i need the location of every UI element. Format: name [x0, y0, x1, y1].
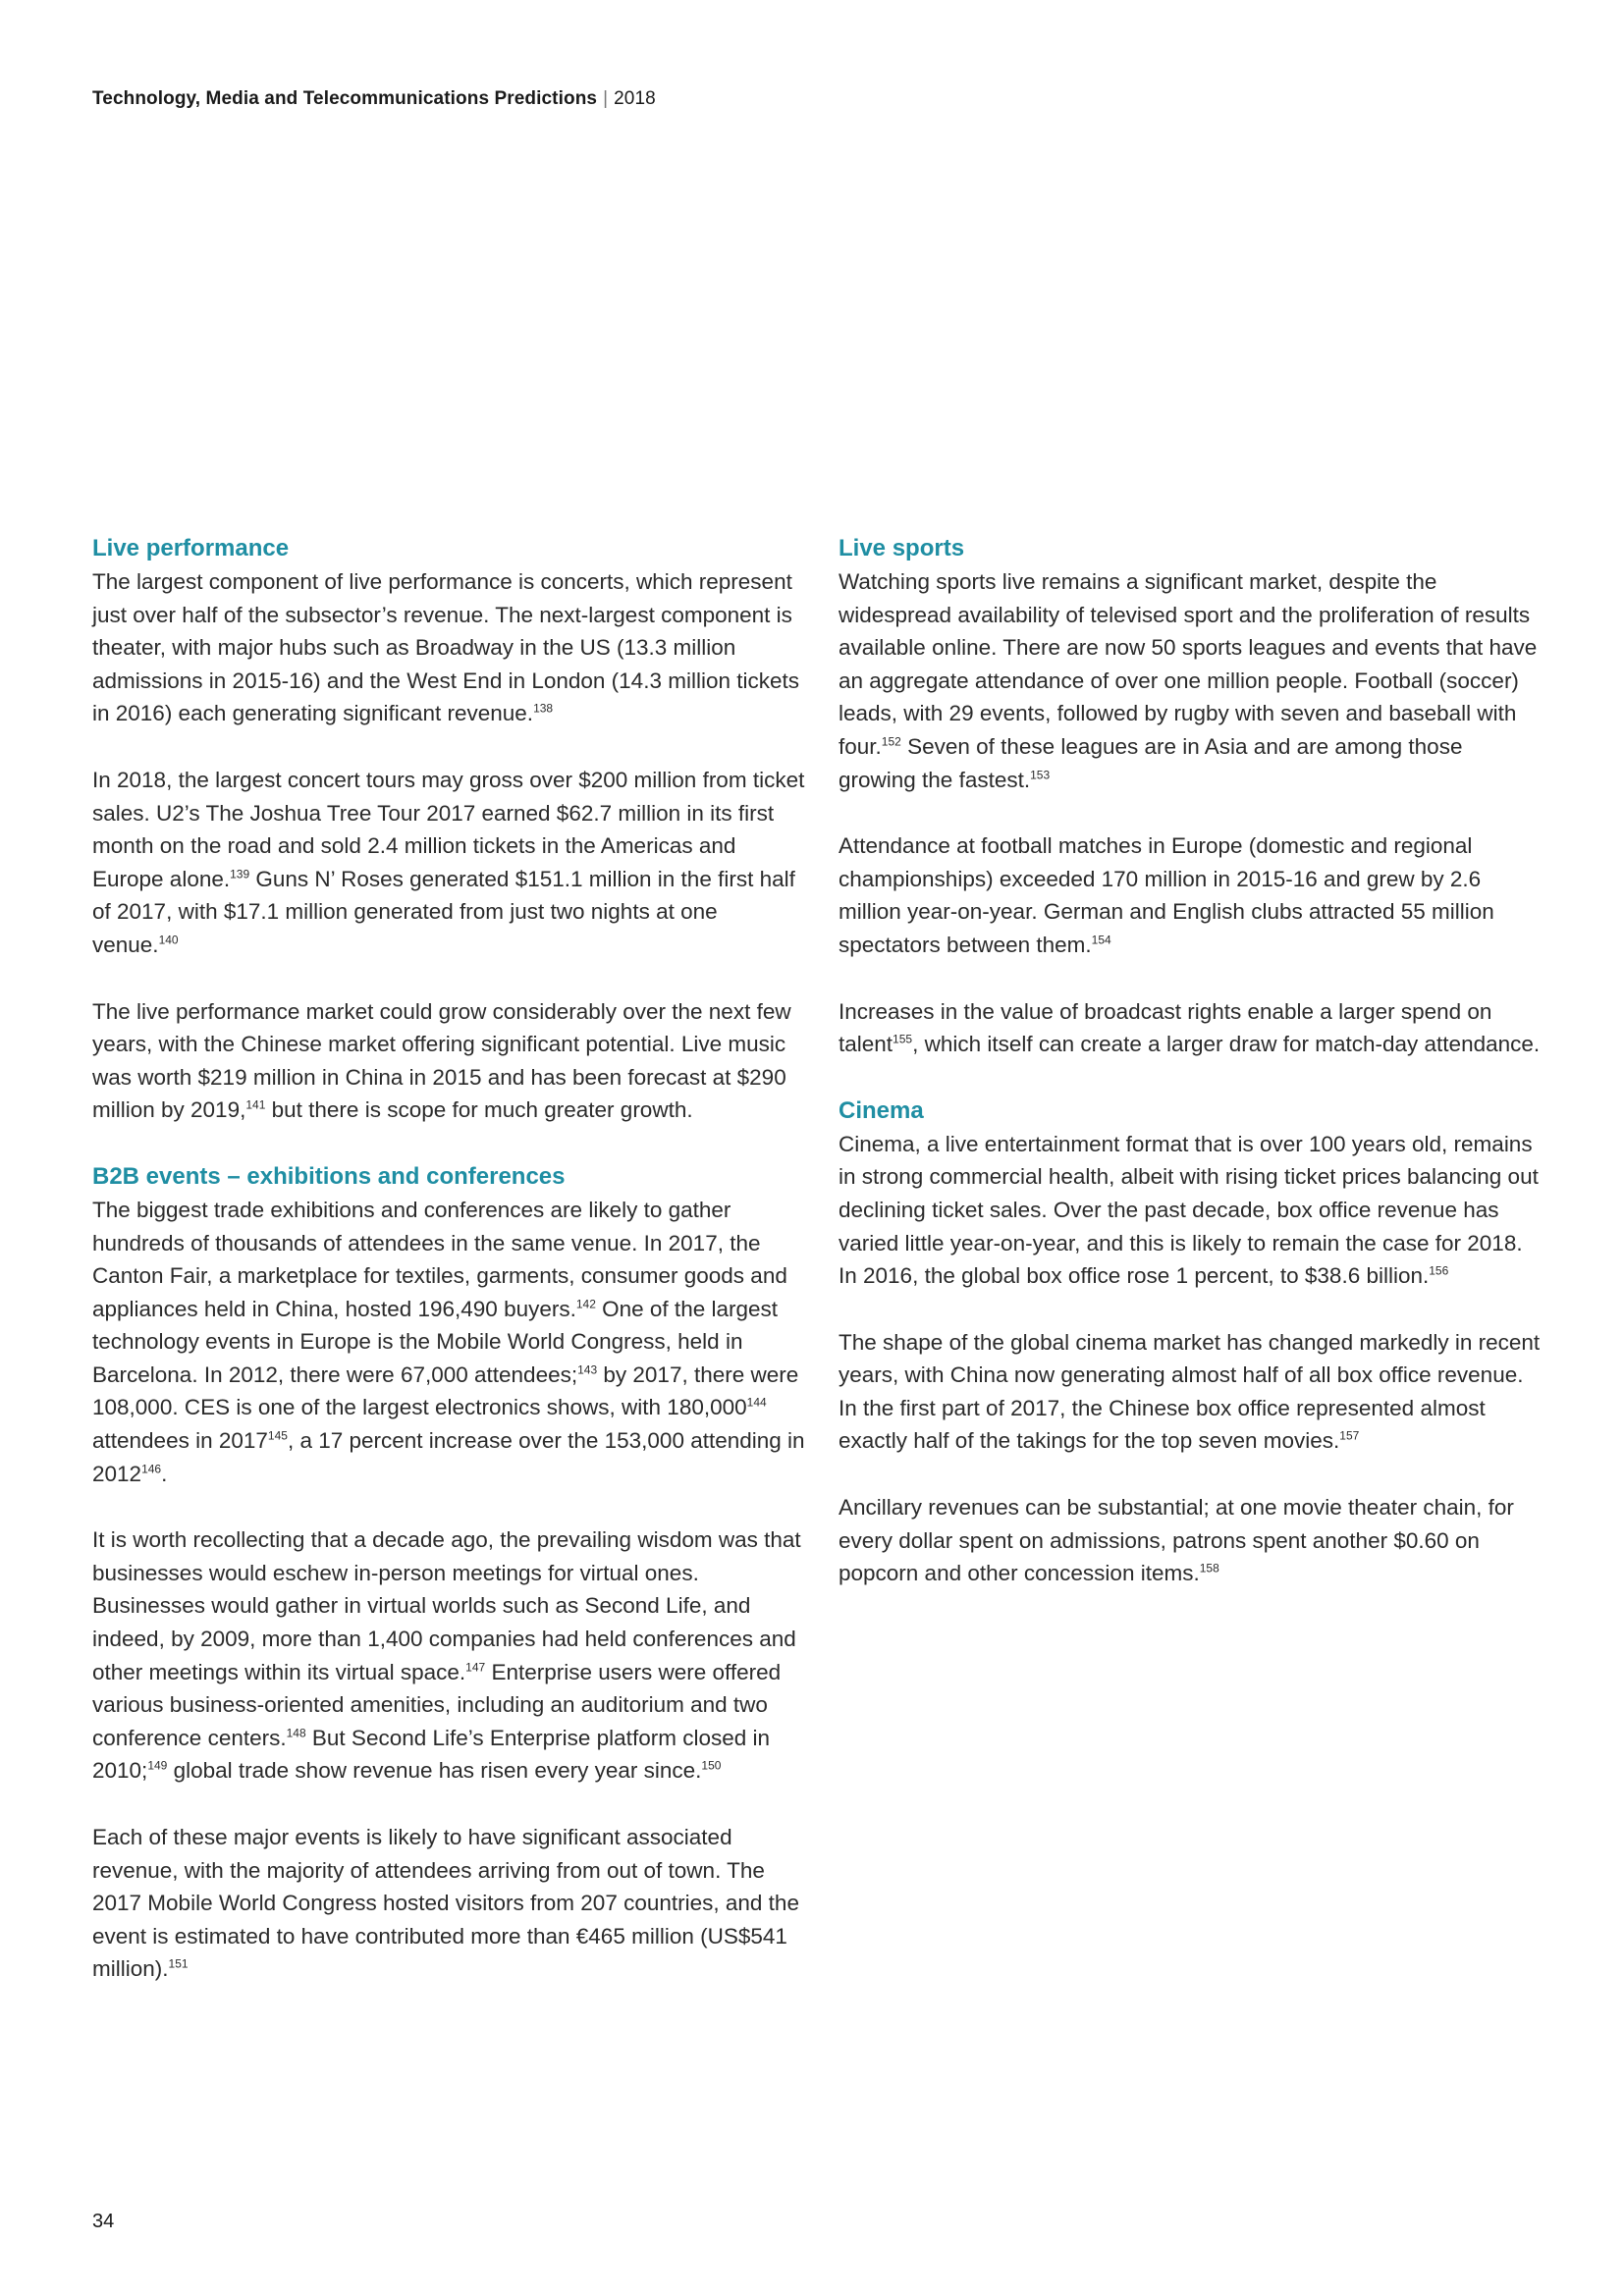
- paragraph: [92, 1821, 809, 1986]
- paragraph-text: global trade show revenue has risen every year since.: [167, 1758, 702, 1784]
- footnote-ref: 151: [168, 1956, 189, 1971]
- paragraph: [839, 565, 1545, 796]
- footnote-ref: 147: [465, 1660, 486, 1675]
- paragraph-text: .: [161, 1461, 168, 1486]
- page-header: [92, 88, 656, 110]
- paragraph: [92, 995, 809, 1127]
- footnote-ref: 150: [701, 1758, 722, 1773]
- footnote-ref: 138: [533, 701, 554, 716]
- footnote-ref: 140: [158, 933, 179, 947]
- footnote-ref: 157: [1339, 1428, 1360, 1443]
- paragraph-text: Each of these major events is likely to have significant associated revenue, with the majority of attendees arriving from out of town. The 2017 Mobile World Congress hosted visitors from 207 countries, and the event is estimated to have contributed more than €465 million (US$541 million).: [92, 1825, 799, 1982]
- paragraph-text: Ancillary revenues can be substantial; at one movie theater chain, for every dollar spent on admissions, patrons spent another $0.60 on popcorn and other concession items.: [839, 1495, 1514, 1586]
- paragraph-text: But Second Life’s Enterprise platform closed in 2010;: [92, 1725, 770, 1784]
- paragraph: [839, 995, 1545, 1061]
- footnote-ref: 145: [267, 1428, 288, 1443]
- paragraph-text: It is worth recollecting that a decade ago, the prevailing wisdom was that businesses would eschew in-person meetings for virtual ones. Businesses would gather in virtual worlds such as Second Life, and indeed, by 2009, more than 1,400 companies had held conferences and other meetings within its virtual space.: [92, 1527, 801, 1684]
- paragraph-text: Seven of these leagues are in Asia and are among those growing the fastest.: [839, 733, 1463, 792]
- paragraph-text: The live performance market could grow considerably over the next few years, with the Chinese market offering significant potential. Live music was worth $219 million in China in 2015 and has been forecast at $290 million by 2019,: [92, 998, 791, 1123]
- footnote-ref: 149: [147, 1758, 168, 1773]
- paragraph-text: but there is scope for much greater growth.: [265, 1097, 693, 1123]
- report-title: Technology, Media and Telecommunications Predictions: [92, 88, 598, 109]
- paragraph: [92, 1523, 809, 1788]
- section-heading-live-sports: Live sports: [839, 535, 965, 561]
- paragraph: [839, 1326, 1545, 1458]
- page-number: 34: [92, 2211, 115, 2232]
- paragraph-text: Guns N’ Roses generated $151.1 million in the first half of 2017, with $17.1 million generated from just two nights at one venue.: [92, 866, 795, 957]
- footnote-ref: 143: [577, 1362, 598, 1377]
- footnote-ref: 144: [746, 1395, 767, 1410]
- paragraph-text: Cinema, a live entertainment format that is over 100 years old, remains in strong commercial health, albeit with rising ticket prices balancing out declining ticket sales. Over the past decade, box office revenue has varied little year-on-year, and this is likely to remain the case for 2018. In 2016, the global box office rose 1 percent, to $38.6 billion.: [839, 1131, 1539, 1289]
- footnote-ref: 148: [286, 1726, 306, 1740]
- paragraph-text: In 2018, the largest concert tours may gross over $200 million from ticket sales. U2’s The Joshua Tree Tour 2017 earned $62.7 million in its first month on the road and sold 2.4 million tickets in the Americas and Europe alone.: [92, 767, 805, 891]
- footnote-ref: 153: [1030, 768, 1051, 782]
- paragraph: [839, 829, 1545, 961]
- report-year: 2018: [614, 88, 656, 109]
- paragraph-text: One of the largest technology events in Europe is the Mobile World Congress, held in Barcelona. In 2012, there were 67,000 attendees;: [92, 1296, 778, 1387]
- paragraph-text: The shape of the global cinema market has changed markedly in recent years, with China now generating almost half of all box office revenue. In the first part of 2017, the Chinese box office represented almost exactly half of the takings for the top seven movies.: [839, 1329, 1541, 1454]
- paragraph-text: by 2017, there were 108,000. CES is one of the largest electronics shows, with 180,000: [92, 1362, 799, 1420]
- paragraph-text: attendees in 2017: [92, 1428, 268, 1454]
- paragraph: [92, 565, 809, 730]
- section-heading-live-performance: Live performance: [92, 535, 290, 561]
- section-heading-b2b-events: B2B events – exhibitions and conferences: [92, 1162, 566, 1190]
- footnote-ref: 154: [1091, 933, 1111, 947]
- paragraph: [92, 764, 809, 962]
- paragraph-text: Attendance at football matches in Europe (domestic and regional championships) exceeded 170 million in 2015-16 and grew by 2.6 million year-on-year. German and English clubs attracted 55 million spectators between them.: [839, 833, 1494, 957]
- footnote-ref: 155: [893, 1032, 913, 1046]
- left-column: [92, 532, 809, 1986]
- paragraph: [92, 1194, 809, 1490]
- paragraph-text: Watching sports live remains a significant market, despite the widespread availability of televised sport and the proliferation of results available online. There are now 50 sports leagues and events that have an aggregate attendance of over one million people. Football (soccer) leads, with 29 events, followed by rugby with seven and baseball with four.: [839, 569, 1538, 759]
- section-heading-cinema: Cinema: [839, 1096, 924, 1124]
- paragraph-text: , which itself can create a larger draw for match-day attendance.: [912, 1032, 1541, 1057]
- header-separator: |: [603, 88, 609, 109]
- paragraph: [839, 1491, 1545, 1590]
- paragraph: [839, 1128, 1545, 1293]
- paragraph-text: Increases in the value of broadcast rights enable a larger spend on talent: [839, 998, 1492, 1057]
- footnote-ref: 146: [141, 1462, 162, 1476]
- paragraph-text: The largest component of live performance is concerts, which represent just over half of the subsector’s revenue. The next-largest component is theater, with major hubs such as Broadway in the US (13.3 million admissions in 2015-16) and the West End in London (14.3 million tickets in 2016) each generating significant revenue.: [92, 569, 799, 726]
- right-column: [839, 532, 1545, 1590]
- footnote-ref: 152: [881, 734, 901, 749]
- footnote-ref: 156: [1429, 1263, 1449, 1278]
- paragraph-text: The biggest trade exhibitions and conferences are likely to gather hundreds of thousands of attendees in the same venue. In 2017, the Canton Fair, a marketplace for textiles, garments, consumer goods and appliances held in China, hosted 196,490 buyers.: [92, 1197, 787, 1321]
- footnote-ref: 142: [575, 1297, 596, 1311]
- footnote-ref: 139: [230, 867, 250, 881]
- footnote-ref: 141: [245, 1097, 266, 1112]
- footnote-ref: 158: [1199, 1561, 1219, 1575]
- paragraph-text: Enterprise users were offered various business-oriented amenities, including an auditorium and two conference centers.: [92, 1659, 782, 1750]
- paragraph-text: , a 17 percent increase over the 153,000 attending in 2012: [92, 1428, 805, 1486]
